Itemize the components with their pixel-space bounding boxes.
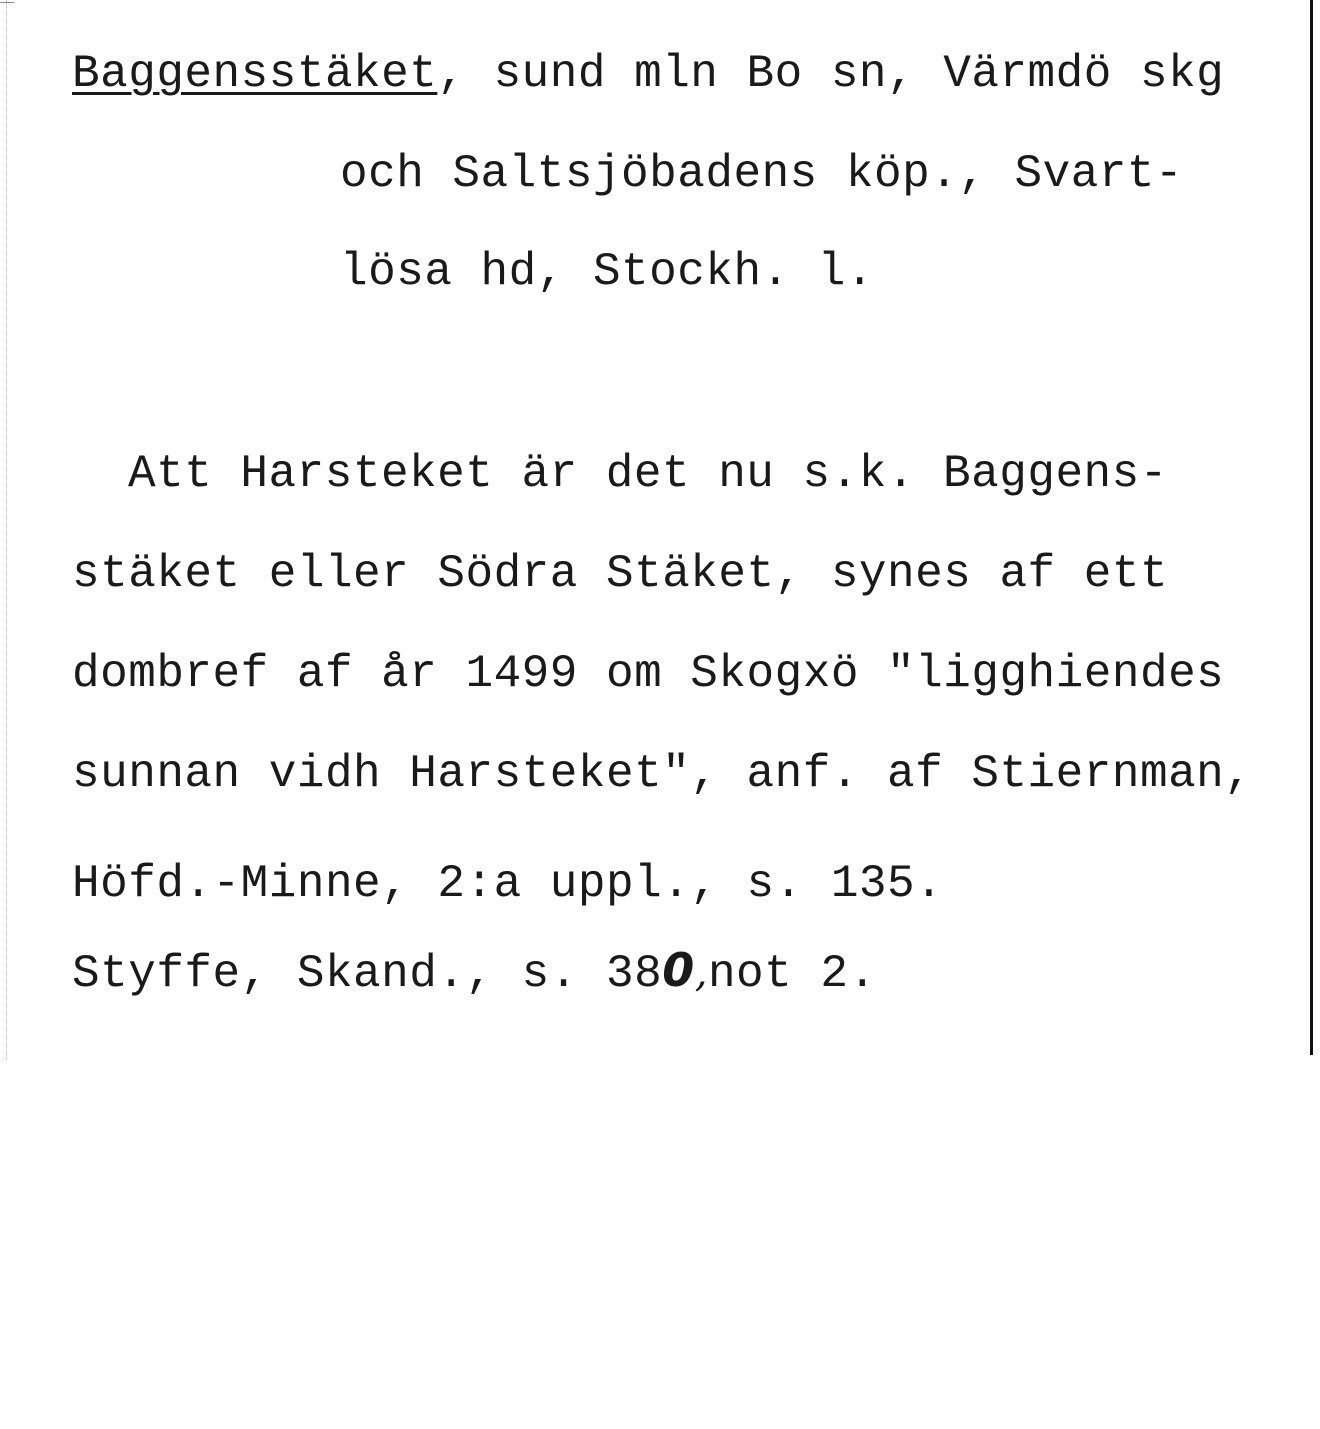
body-line-2: stäket eller Södra Stäket, synes af ett	[72, 548, 1169, 600]
handwritten-correction: 0	[662, 943, 695, 997]
heading-line-1-rest: , sund mln Bo sn, Värmdö skg	[437, 48, 1225, 100]
card-left-edge	[6, 0, 8, 1060]
body-line-3: dombref af år 1499 om Skogxö "ligghiendes	[72, 648, 1225, 700]
reference-prefix: Styffe, Skand., s. 38	[72, 948, 663, 1000]
body-line-1: Att Harsteket är det nu s.k. Baggens-	[128, 448, 1168, 500]
reference-suffix: not 2.	[707, 948, 877, 1000]
headword: Baggensstäket	[72, 48, 438, 100]
body-line-5: Höfd.-Minne, 2:a uppl., s. 135.	[72, 858, 944, 910]
card-right-edge	[1310, 0, 1313, 1055]
heading-line-1	[72, 46, 1224, 102]
body-line-4: sunnan vidh Harsteket", anf. af Stiernman,	[72, 748, 1253, 800]
reference-line	[72, 942, 877, 1002]
heading-line-2: och Saltsjöbadens köp., Svart-	[340, 148, 1184, 200]
heading-line-3: lösa hd, Stockh. l.	[340, 246, 874, 298]
handwritten-comma: ,	[694, 950, 708, 996]
